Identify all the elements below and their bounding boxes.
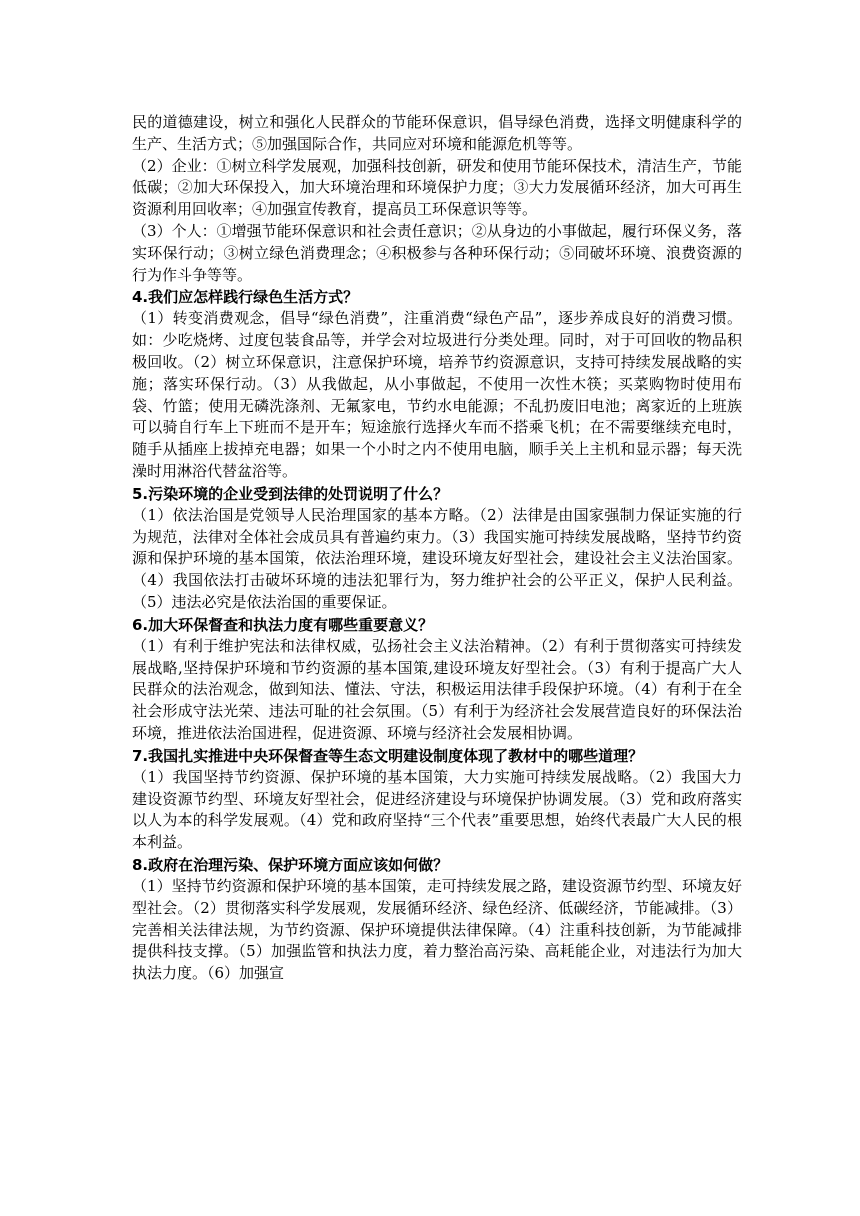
answer-paragraph-6: （1）有利于维护宪法和法律权威，弘扬社会主义法治精神。（2）有利于贯彻落实可持续发展战略,坚持保护环境和节约资源的基本国策,建设环境友好型社会。（3）有利于提高广大人民群众的法治观念，做到知法、懂法、守法，积极运用法律手段保护环境。（4）有利于在全社会形成守法光荣、违法可耻的社会氛围。（5）有利于为经济社会发展营造良好的环保法治环境，推进依法治国进程，促进资源、环境与经济社会发展相协调。 <box>132 636 742 742</box>
answer-paragraph-7: （1）我国坚持节约资源、保护环境的基本国策，大力实施可持续发展战略。（2）我国大力建设资源节约型、环境友好型社会，促进经济建设与环境保护协调发展。（3）党和政府落实以人为本的科学发展观。（4）党和政府坚持“三个代表”重要思想，始终代表最广大人民的根本利益。 <box>132 767 742 852</box>
document-body <box>132 112 742 985</box>
answer-paragraph-8: （1）坚持节约资源和保护环境的基本国策，走可持续发展之路，建设资源节约型、环境友好型社会。（2）贯彻落实科学发展观，发展循环经济、绿色经济、低碳经济，节能减排。（3）完善相关法律法规，为节约资源、保护环境提供法律保障。（4）注重科技创新，为节能减排提供科技支撑。（5）加强监管和执法力度，着力整治高污染、高耗能企业，对违法行为加大执法力度。（6）加强宣 <box>132 876 742 983</box>
answer-paragraph-5: （1）依法治国是党领导人民治理国家的基本方略。（2）法律是由国家强制力保证实施的行为规范，法律对全体社会成员具有普遍约束力。（3）我国实施可持续发展战略，坚持节约资源和保护环境的基本国策，依法治理环境，建设环境友好型社会，建设社会主义法治国家。（4）我国依法打击破坏环境的违法犯罪行为，努力维护社会的公平正义，保护人民利益。（5）违法必究是依法治国的重要保证。 <box>132 505 742 611</box>
answer-paragraph-4: （1）转变消费观念，倡导“绿色消费”，注重消费“绿色产品”，逐步养成良好的消费习惯。如：少吃烧烤、过度包装食品等，并学会对垃圾进行分类处理。同时，对于可回收的物品积极回收。（2）树立环保意识，注意保护环境，培养节约资源意识，支持可持续发展战略的实施；落实环保行动。（3）从我做起，从小事做起，不使用一次性木筷；买菜购物时使用布袋、竹篮；使用无磷洗涤剂、无氟家电，节约水电能源；不乱扔废旧电池；离家近的上班族可以骑自行车上下班而不是开车；短途旅行选择火车而不搭乘飞机；在不需要继续充电时，随手从插座上拔掉充电器；如果一个小时之内不使用电脑，顺手关上主机和显示器；每天洗澡时用淋浴代替盆浴等。 <box>132 309 742 480</box>
question-heading-5: 5.污染环境的企业受到法律的处罚说明了什么？ <box>132 484 449 503</box>
question-heading-7: 7.我国扎实推进中央环保督查等生态文明建设制度体现了教材中的哪些道理？ <box>132 746 644 765</box>
question-heading-6: 6.加大环保督查和执法力度有哪些重要意义？ <box>132 615 434 634</box>
question-heading-4: 4.我们应怎样践行绿色生活方式？ <box>132 288 359 307</box>
paragraph-enterprise-measures: （2）企业：①树立科学发展观，加强科技创新，研发和使用节能环保技术，清洁生产，节能低碳；②加大环保投入，加大环境治理和环境保护力度；③大力发展循环经济，加大可再生资源利用回收率；④加强宣传教育，提高员工环保意识等等。 <box>132 156 742 219</box>
question-heading-8: 8.政府在治理污染、保护环境方面应该如何做？ <box>132 855 449 874</box>
paragraph-individual-measures: （3）个人：①增强节能环保意识和社会责任意识；②从身边的小事做起，履行环保义务，落实环保行动；③树立绿色消费理念；④积极参与各种环保行动；⑤同破坏环境、浪费资源的行为作斗争等等。 <box>132 221 742 284</box>
paragraph-citizen-morality: 民的道德建设，树立和强化人民群众的节能环保意识，倡导绿色消费，选择文明健康科学的生产、生活方式；⑤加强国际合作，共同应对环境和能源危机等等。 <box>132 113 742 153</box>
